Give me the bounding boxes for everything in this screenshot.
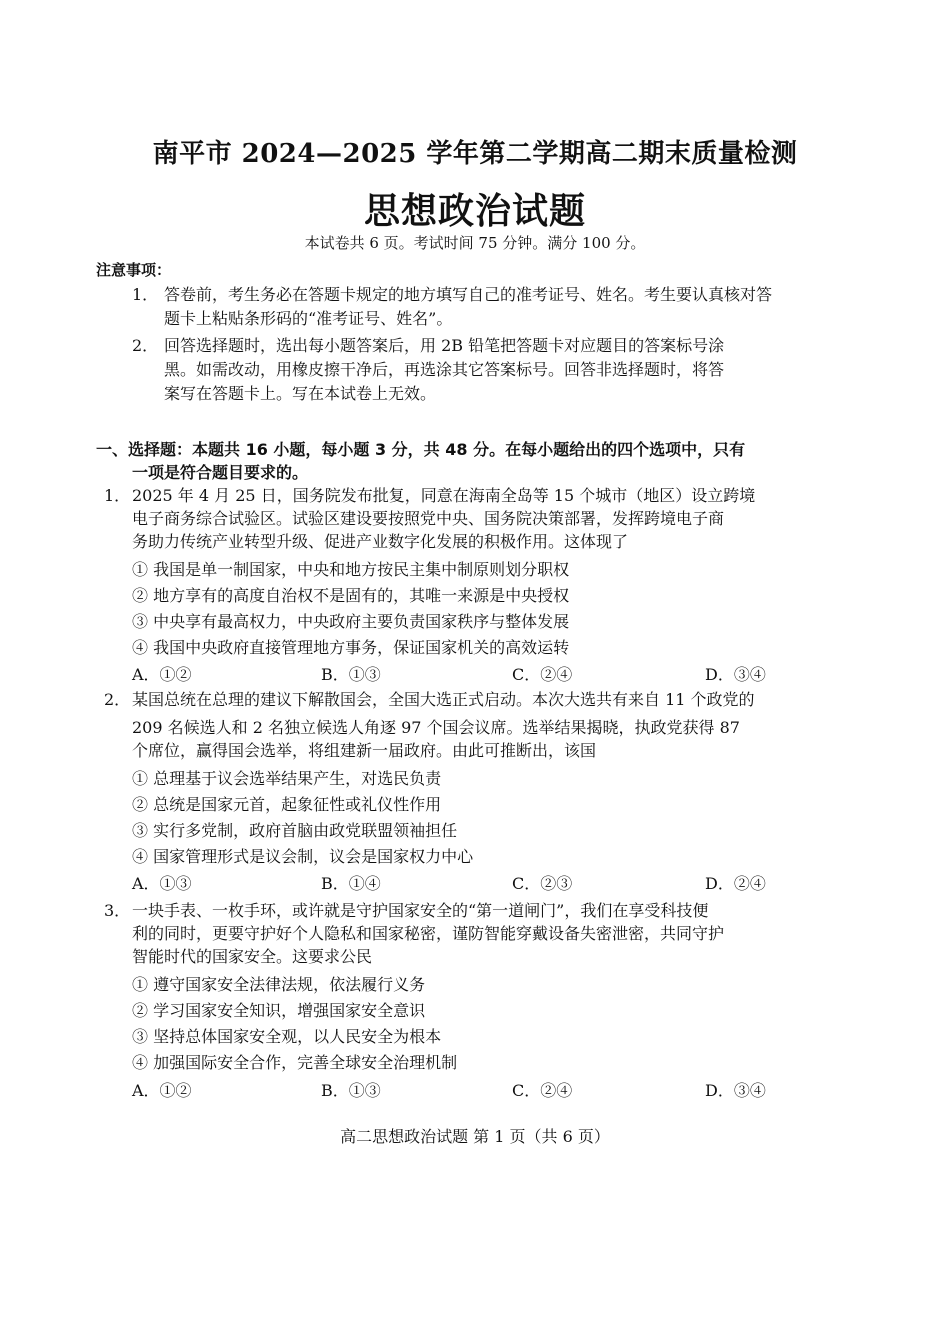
question-text: 2025 年 4 月 25 日，国务院发布批复，同意在海南全岛等 15 个城市（地区）设立跨境 [132, 486, 756, 505]
choice-c[interactable]: C．②④ [512, 1081, 573, 1100]
question-text: 个席位，赢得国会选举，将组建新一届政府。由此可推断出，该国 [132, 741, 597, 760]
notice-heading: 注意事项： [96, 261, 172, 279]
notice-item-text: 案写在答题卡上。写在本试卷上无效。 [164, 384, 437, 403]
choice-a[interactable]: A．①③ [132, 874, 192, 893]
exam-info: 本试卷共 6 页。考试时间 75 分钟。满分 100 分。 [304, 234, 646, 252]
notice-item-text: 回答选择题时，选出每小题答案后，用 2B 铅笔把答题卡对应题目的答案标号涂 [164, 336, 725, 355]
choice-c[interactable]: C．②③ [512, 874, 573, 893]
notice-item-2 [132, 334, 862, 406]
choice-d[interactable]: D．③④ [705, 1081, 766, 1100]
choice-c[interactable]: C．②④ [512, 665, 573, 684]
notice-item-1 [132, 283, 862, 331]
choice-b[interactable]: B．①③ [321, 665, 381, 684]
question-number: 1． [104, 486, 131, 505]
question-1-stem [104, 484, 864, 553]
question-2-stem [104, 688, 864, 762]
notice-item-text: 题卡上粘贴条形码的“准考证号、姓名”。 [164, 309, 453, 328]
question-2-statement: ③ 实行多党制，政府首脑由政党联盟领袖担任 [132, 821, 458, 840]
section-heading [96, 438, 856, 484]
question-1-statement: ③ 中央享有最高权力，中央政府主要负责国家秩序与整体发展 [132, 612, 570, 631]
question-number: 3． [104, 901, 131, 920]
question-text: 利的同时，更要守护好个人隐私和国家秘密，谨防智能穿戴设备失密泄密，共同守护 [132, 924, 725, 943]
page-footer: 高二思想政治试题 第 1 页（共 6 页） [340, 1127, 610, 1146]
question-3-statement: ① 遵守国家安全法律法规，依法履行义务 [132, 975, 426, 994]
notice-item-number: 1． [132, 285, 159, 304]
question-text: 务助力传统产业转型升级、促进产业数字化发展的积极作用。这体现了 [132, 532, 629, 551]
question-text: 智能时代的国家安全。这要求公民 [132, 947, 373, 966]
question-text: 209 名候选人和 2 名独立候选人角逐 97 个国会议席。选举结果揭晓，执政党获得 87 [132, 718, 740, 737]
choice-a[interactable]: A．①② [132, 665, 192, 684]
question-1-statement: ② 地方享有的高度自治权不是固有的，其唯一来源是中央授权 [132, 586, 570, 605]
question-3-statement: ② 学习国家安全知识，增强国家安全意识 [132, 1001, 426, 1020]
notice-item-text: 黑。如需改动，用橡皮擦干净后，再选涂其它答案标号。回答非选择题时，将答 [164, 360, 725, 379]
choice-a[interactable]: A．①② [132, 1081, 192, 1100]
question-3-stem [104, 899, 864, 968]
choice-d[interactable]: D．③④ [705, 665, 766, 684]
subject-title: 思想政治试题 [363, 190, 586, 232]
question-3-statement: ④ 加强国际安全合作，完善全球安全治理机制 [132, 1053, 458, 1072]
question-2-statement: ④ 国家管理形式是议会制，议会是国家权力中心 [132, 847, 474, 866]
question-number: 2． [104, 690, 131, 709]
question-3-statement: ③ 坚持总体国家安全观，以人民安全为根本 [132, 1027, 442, 1046]
question-text: 电子商务综合试验区。试验区建设要按照党中央、国务院决策部署，发挥跨境电子商 [132, 509, 725, 528]
exam-title: 南平市 2024—2025 学年第二学期高二期末质量检测 [152, 139, 798, 169]
choice-b[interactable]: B．①④ [321, 874, 381, 893]
question-text: 一块手表、一枚手环，或许就是守护国家安全的“第一道闸门”，我们在享受科技便 [132, 901, 709, 920]
section-heading-line: 一、选择题：本题共 16 小题，每小题 3 分，共 48 分。在每小题给出的四个选项中，只有 [96, 440, 746, 459]
question-1-statement: ① 我国是单一制国家，中央和地方按民主集中制原则划分职权 [132, 560, 570, 579]
notice-item-text: 答卷前，考生务必在答题卡规定的地方填写自己的准考证号、姓名。考生要认真核对答 [164, 285, 773, 304]
choice-d[interactable]: D．②④ [705, 874, 766, 893]
question-2-statement: ① 总理基于议会选举结果产生，对选民负责 [132, 769, 442, 788]
choice-b[interactable]: B．①③ [321, 1081, 381, 1100]
notice-item-number: 2． [132, 336, 159, 355]
question-text: 某国总统在总理的建议下解散国会，全国大选正式启动。本次大选共有来自 11 个政党的 [132, 690, 755, 709]
question-2-statement: ② 总统是国家元首，起象征性或礼仪性作用 [132, 795, 442, 814]
question-1-statement: ④ 我国中央政府直接管理地方事务，保证国家机关的高效运转 [132, 638, 570, 657]
section-heading-line: 一项是符合题目要求的。 [132, 463, 309, 482]
